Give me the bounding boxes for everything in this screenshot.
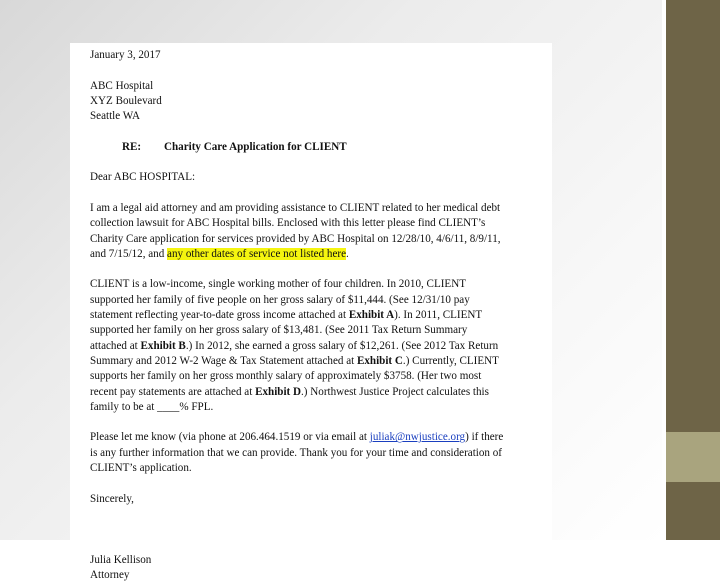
text-run: ) if there (465, 431, 504, 444)
address-line: ABC Hospital (90, 79, 154, 92)
paragraph-line: family to be at ____% FPL. (90, 400, 214, 413)
paragraph-line (90, 247, 552, 262)
paragraph-line: I am a legal aid attorney and am providing assistance to CLIENT related to her medical debt (90, 201, 501, 214)
text-run: Summary and 2012 W-2 Wage & Tax Statement attached at (90, 354, 357, 367)
text-run: .) Currently, CLIENT (402, 354, 499, 367)
letter-date: January 3, 2017 (90, 49, 161, 61)
paragraph-line: is any further information that we can provide. Thank you for your time and consideration of (90, 446, 502, 459)
salutation: Dear ABC HOSPITAL: (90, 171, 196, 184)
paragraph-line (90, 430, 552, 445)
exhibit-c-ref: Exhibit C (356, 354, 403, 367)
signer-name: Julia Kellison (90, 553, 152, 566)
subject-line (90, 140, 552, 155)
re-label: RE: (122, 140, 142, 153)
paragraph-line: CLIENT is a low-income, single working mother of four children. In 2010, CLIENT (90, 278, 466, 291)
highlighted-text: any other dates of service not listed here (167, 247, 347, 260)
paragraph-line: supported her family of five people on her gross salary of $11,444. (See 12/31/10 pay (90, 293, 470, 306)
recipient-address (90, 79, 552, 125)
paragraph-line: supports her family on her gross monthly salary of approximately $3758. (Her two most (90, 370, 482, 383)
paragraph-line (90, 354, 552, 369)
exhibit-b-ref: Exhibit B (140, 339, 186, 352)
text-run: .) In 2012, she earned a gross salary of $12,261. (See 2012 Tax Return (185, 339, 499, 352)
closing: Sincerely, (90, 492, 134, 505)
paragraph-line (90, 385, 552, 400)
text-run: statement reflecting year-to-date gross income attached at (90, 309, 349, 322)
text-run: ). In 2011, CLIENT (394, 309, 483, 322)
paragraph-line: collection lawsuit for ABC Hospital bills. Enclosed with this letter please find CLIENT’s (90, 217, 486, 230)
text-run: .) Northwest Justice Project calculates this (301, 385, 489, 398)
paragraph-income (90, 277, 552, 415)
text-run: and 7/15/12, and (90, 247, 168, 260)
text-run: attached at (90, 339, 141, 352)
paragraph-line: Charity Care application for services provided by ABC Hospital on 12/28/10, 4/6/11, 8/9/11, (90, 232, 501, 245)
paragraph-line (90, 308, 552, 323)
sidebar-accent-block (666, 432, 720, 482)
paragraph-line (90, 339, 552, 354)
paragraph-line: CLIENT’s application. (90, 462, 192, 475)
paragraph-contact (90, 430, 552, 476)
sidebar-bottom-block (666, 482, 720, 540)
text-run: Please let me know (via phone at 206.464.1519 or via email at (90, 431, 370, 444)
exhibit-a-ref: Exhibit A (348, 309, 395, 322)
exhibit-d-ref: Exhibit D (255, 385, 302, 398)
letter-page (70, 43, 552, 582)
paragraph-line: supported her family on her gross salary of $13,481. (See 2011 Tax Return Summary (90, 324, 468, 337)
text-run: . (346, 247, 349, 260)
signer-title: Attorney (90, 569, 130, 582)
subject-text: Charity Care Application for CLIENT (164, 140, 347, 153)
text-run: recent pay statements are attached at (90, 385, 256, 398)
paragraph-intro (90, 201, 552, 262)
address-line: Seattle WA (90, 110, 141, 123)
address-line: XYZ Boulevard (90, 94, 162, 107)
email-link[interactable]: juliak@nwjustice.org (369, 431, 466, 444)
